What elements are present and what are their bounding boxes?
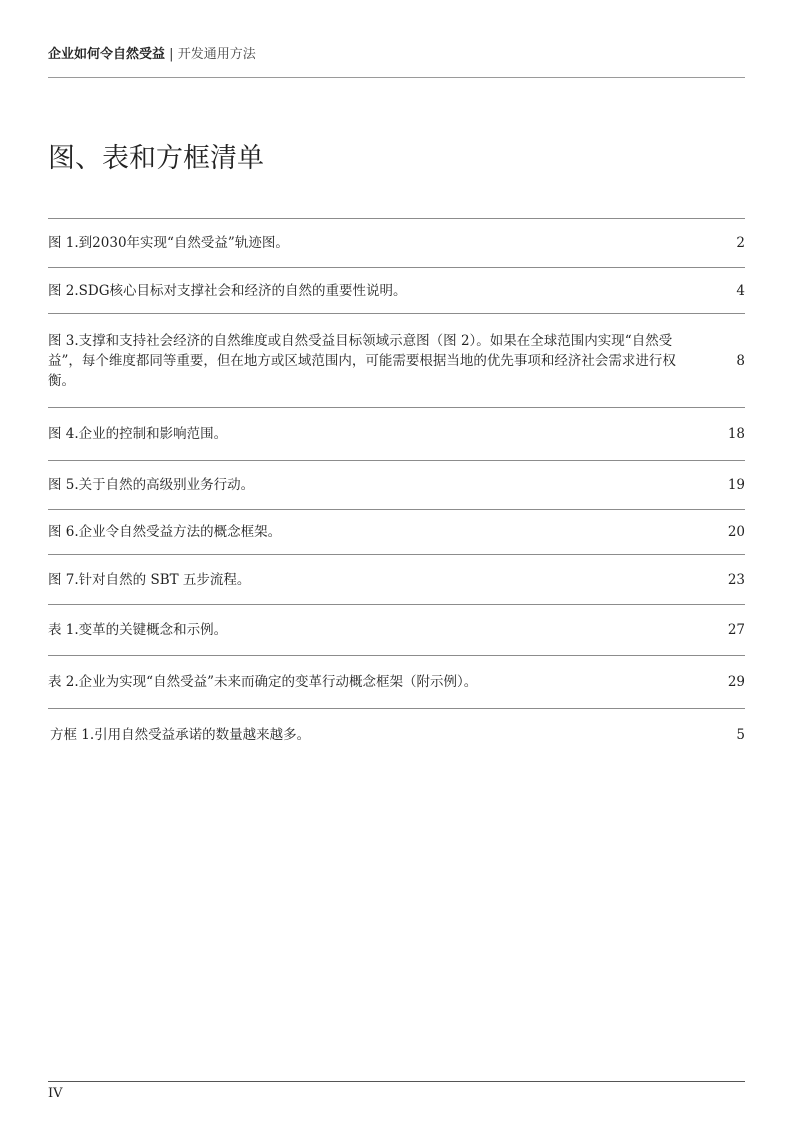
toc-entry-text: 表 2.企业为实现“自然受益”未来而确定的变革行动概念框架（附示例）。 (48, 674, 478, 690)
toc-entry-page: 4 (736, 282, 745, 299)
header-separator: | (169, 47, 174, 62)
toc-entry-text: 图 5.关于自然的高级别业务行动。 (48, 477, 255, 493)
toc-entry-text: 表 1.变革的关键概念和示例。 (48, 622, 228, 638)
toc-list (48, 218, 745, 761)
toc-entry-text: 图 1.到2030年实现“自然受益”轨迹图。 (48, 235, 289, 251)
toc-entry-page: 8 (736, 352, 745, 369)
toc-entry[interactable] (48, 461, 745, 510)
header-divider (48, 77, 745, 78)
toc-entry-page: 23 (727, 571, 745, 588)
toc-entry-page: 5 (736, 727, 745, 743)
toc-entry[interactable] (48, 656, 745, 709)
toc-entry[interactable] (48, 268, 745, 314)
footer-page-number: IV (48, 1086, 63, 1101)
running-header (48, 46, 256, 64)
header-subtitle: 开发通用方法 (177, 47, 256, 62)
toc-entry[interactable] (48, 314, 745, 408)
toc-entry-page: 19 (727, 477, 745, 493)
toc-entry[interactable] (48, 555, 745, 605)
toc-entry-page: 18 (727, 426, 745, 442)
toc-entry[interactable] (48, 709, 745, 761)
toc-entry-text: 图 6.企业令自然受益方法的概念框架。 (48, 524, 282, 540)
toc-entry-page: 27 (727, 622, 745, 638)
toc-entry-page: 29 (727, 674, 745, 690)
header-title: 企业如何令自然受益 (48, 47, 166, 62)
toc-entry-text: 图 2.SDG核心目标对支撑社会和经济的自然的重要性说明。 (48, 282, 407, 299)
toc-entry-page: 2 (736, 235, 745, 251)
toc-entry-text: 图 4.企业的控制和影响范围。 (48, 426, 228, 442)
toc-entry-text: 图 3.支撑和支持社会经济的自然维度或自然受益目标领域示意图（图 2）。如果在全球范围内实现“自然受益”，每个维度都同等重要，但在地方或区域范围内，可能需要根据当地的优先事项和经济社会需求进行权衡。 (48, 332, 676, 389)
toc-entry-page: 20 (727, 524, 745, 540)
toc-entry[interactable] (48, 408, 745, 461)
footer-divider (48, 1081, 745, 1082)
toc-entry-text: 方框 1.引用自然受益承诺的数量越来越多。 (50, 727, 311, 743)
toc-entry-text: 图 7.针对自然的 SBT 五步流程。 (48, 571, 251, 588)
toc-entry[interactable] (48, 510, 745, 555)
toc-entry[interactable] (48, 219, 745, 268)
page-title: 图、表和方框清单 (48, 143, 264, 174)
toc-entry[interactable] (48, 605, 745, 656)
